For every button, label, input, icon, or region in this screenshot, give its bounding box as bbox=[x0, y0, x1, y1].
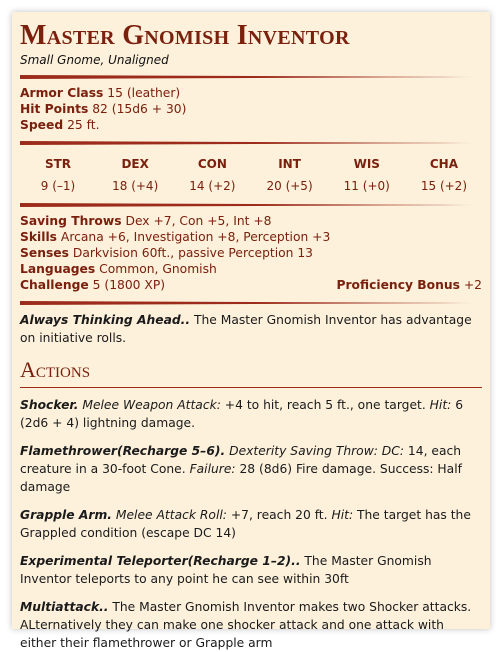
action-name: Shocker. bbox=[20, 398, 79, 412]
skills-value: Arcana +6, Investigation +8, Perception +3 bbox=[60, 230, 331, 244]
challenge-group bbox=[20, 277, 165, 293]
ability-label: DEX bbox=[121, 157, 149, 171]
ability-value: 9 (–1) bbox=[40, 179, 76, 193]
hit-points-label: Hit Points bbox=[20, 102, 89, 116]
ability-value: 15 (+2) bbox=[420, 179, 467, 193]
ability-value: 14 (+2) bbox=[189, 179, 236, 193]
armor-class-value: 15 (leather) bbox=[107, 86, 181, 100]
hit-points-line bbox=[20, 101, 482, 117]
trait-always-thinking-ahead bbox=[20, 311, 482, 347]
speed-label: Speed bbox=[20, 118, 64, 132]
action-text: 6 (2d6 + 4) lightning damage. bbox=[20, 398, 464, 430]
action-multiattack bbox=[20, 598, 482, 652]
speed-value: 25 ft. bbox=[67, 118, 100, 132]
proficiency-group bbox=[336, 277, 482, 293]
senses-line bbox=[20, 245, 482, 261]
ability-value: 18 (+4) bbox=[112, 179, 159, 193]
ability-int bbox=[252, 157, 328, 193]
action-text: +4 to hit, reach 5 ft., one target. bbox=[220, 398, 430, 412]
action-hit-label: Hit: bbox=[331, 508, 354, 522]
ability-value: 11 (+0) bbox=[343, 179, 390, 193]
speed-line bbox=[20, 117, 482, 133]
action-text: 14, each creature in a 30-foot Cone. bbox=[20, 444, 462, 476]
actions-heading: Actions bbox=[20, 357, 91, 382]
action-text: +7, reach 20 ft. bbox=[226, 508, 332, 522]
saving-throws-label: Saving Throws bbox=[20, 214, 122, 228]
skills-label: Skills bbox=[20, 230, 57, 244]
trait-name: Always Thinking Ahead.. bbox=[20, 313, 191, 327]
monster-name: Master Gnomish Inventor bbox=[20, 20, 350, 51]
action-text: 28 (8d6) Fire damage. Success: Half damage bbox=[20, 462, 462, 494]
challenge-label: Challenge bbox=[20, 278, 89, 292]
saving-throws-line bbox=[20, 213, 482, 229]
action-type: Dexterity Saving Throw: DC: bbox=[225, 444, 405, 458]
action-hit-label: Hit: bbox=[429, 398, 452, 412]
proficiency-value: +2 bbox=[463, 278, 482, 292]
challenge-line bbox=[20, 277, 482, 293]
ability-cha bbox=[406, 157, 482, 193]
languages-value: Common, Gnomish bbox=[99, 262, 217, 276]
senses-label: Senses bbox=[20, 246, 69, 260]
action-name: Grapple Arm. bbox=[20, 508, 112, 522]
ability-dex bbox=[97, 157, 173, 193]
saving-throws-value: Dex +7, Con +5, Int +8 bbox=[125, 214, 272, 228]
action-name: Multiattack.. bbox=[20, 600, 109, 614]
challenge-value: 5 (1800 XP) bbox=[92, 278, 166, 292]
divider bbox=[20, 301, 482, 305]
hit-points-value: 82 (15d6 + 30) bbox=[92, 102, 187, 116]
action-shocker bbox=[20, 396, 482, 432]
ability-label: CHA bbox=[429, 157, 458, 171]
action-name: Flamethrower(Recharge 5–6). bbox=[20, 444, 226, 458]
ability-label: CON bbox=[197, 157, 227, 171]
action-text: The target has the Grappled condition (escape DC 14) bbox=[20, 508, 471, 540]
monster-meta: Small Gnome, Unaligned bbox=[20, 53, 169, 67]
divider bbox=[20, 75, 482, 79]
action-name: Experimental Teleporter(Recharge 1–2).. bbox=[20, 554, 301, 568]
action-text: The Master Gnomish Inventor makes two Shocker attacks. ALternatively they can make one shocker attack and one attack with either their flamethrower or Grapple arm bbox=[20, 600, 472, 650]
skills-line bbox=[20, 229, 482, 245]
ability-wis bbox=[329, 157, 405, 193]
action-type: Melee Weapon Attack: bbox=[78, 398, 221, 412]
action-type: Melee Attack Roll: bbox=[111, 508, 227, 522]
languages-line bbox=[20, 261, 482, 277]
armor-class-label: Armor Class bbox=[20, 86, 104, 100]
divider bbox=[20, 203, 482, 207]
languages-label: Languages bbox=[20, 262, 96, 276]
ability-label: STR bbox=[44, 157, 72, 171]
action-flamethrower bbox=[20, 442, 482, 496]
ability-label: WIS bbox=[353, 157, 380, 171]
ability-con bbox=[174, 157, 250, 193]
divider bbox=[20, 141, 482, 145]
senses-value: Darkvision 60ft., passive Perception 13 bbox=[72, 246, 313, 260]
ability-scores bbox=[20, 151, 482, 195]
ability-label: INT bbox=[278, 157, 301, 171]
proficiency-label: Proficiency Bonus bbox=[336, 278, 460, 292]
ability-value: 20 (+5) bbox=[266, 179, 313, 193]
ability-str bbox=[20, 157, 96, 193]
stat-block bbox=[12, 12, 490, 650]
action-grapple-arm bbox=[20, 506, 482, 542]
actions-divider bbox=[20, 387, 482, 388]
action-failure-label: Failure: bbox=[189, 462, 236, 476]
action-teleporter bbox=[20, 552, 482, 588]
armor-class-line bbox=[20, 85, 482, 101]
trait-text: The Master Gnomish Inventor has advantage on initiative rolls. bbox=[20, 313, 472, 345]
action-text: The Master Gnomish Inventor teleports to any point he can see within 30ft bbox=[20, 554, 432, 586]
